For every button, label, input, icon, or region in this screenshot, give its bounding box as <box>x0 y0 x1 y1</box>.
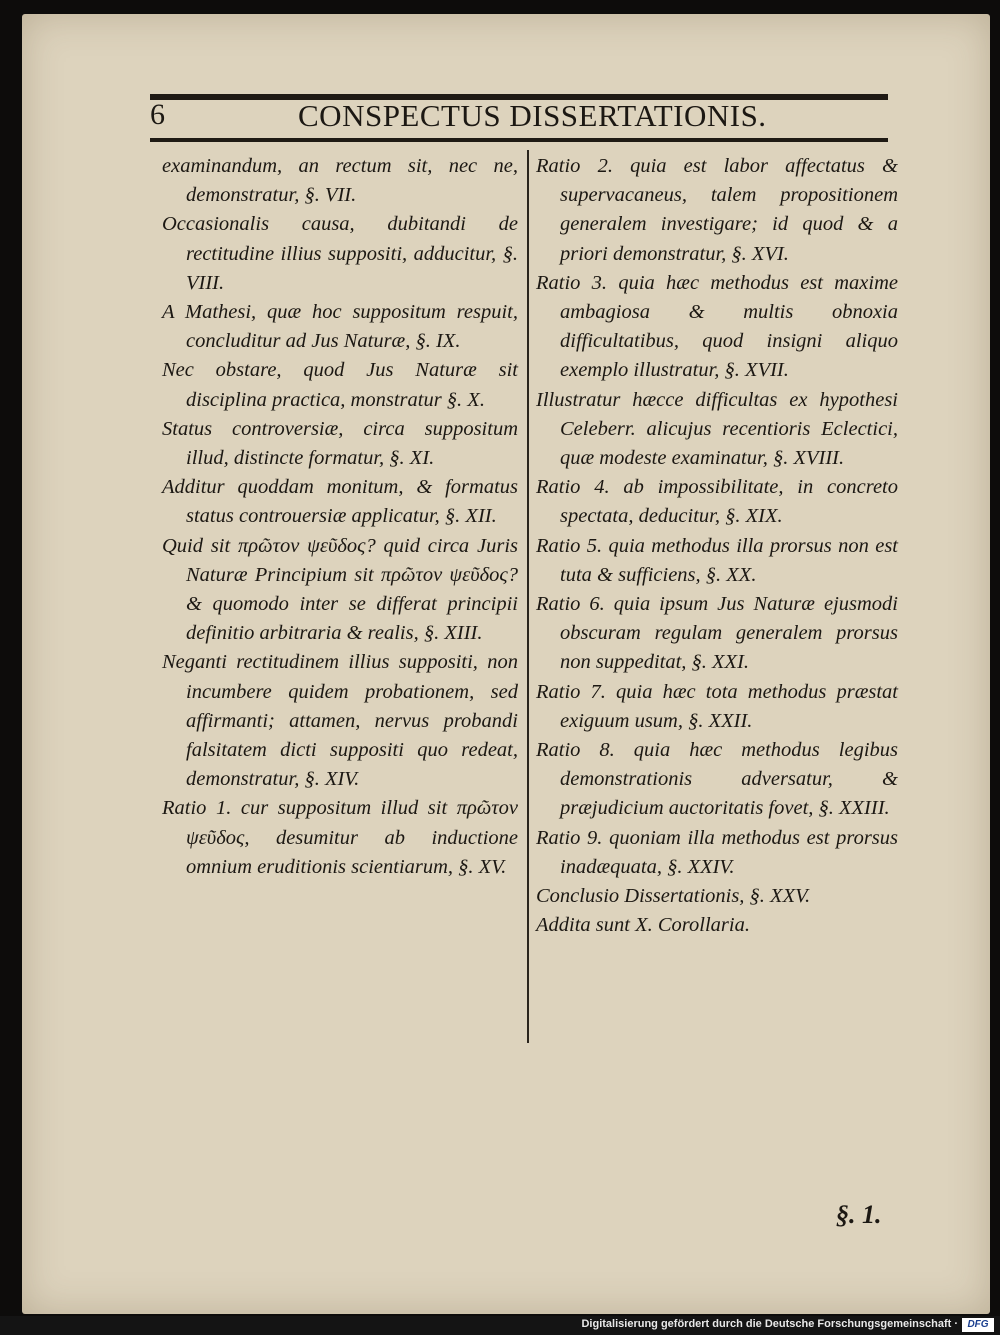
toc-entry: Ratio 5. quia methodus illa prorsus non est tuta & sufficiens, §. XX. <box>536 534 898 586</box>
toc-entry: A Mathesi, quæ hoc suppositum respuit, concluditur ad Jus Naturæ, §. IX. <box>162 301 518 353</box>
toc-entry: Status controversiæ, circa suppositum illud, distincte formatur, §. XI. <box>162 417 518 470</box>
toc-entry: Ratio 8. quia hæc methodus legibus demonstrationis adversatur, & præjudicium auctoritatis fovet, §. XXIII. <box>536 739 898 820</box>
toc-entry: Neganti rectitudinem illius suppositi, non incumbere quidem probationem, sed affirmanti; attamen, nervus probandi falsitatem dicti suppositi quo redeat, demonstratur, §. XIV. <box>162 651 518 791</box>
toc-entry: Ratio 7. quia hæc tota methodus præstat exiguum usum, §. XXII. <box>536 680 898 732</box>
dfg-logo: DFG <box>962 1318 994 1332</box>
toc-entry: Ratio 4. ab impossibilitate, in concreto spectata, deducitur, §. XIX. <box>536 476 898 528</box>
left-column <box>162 152 518 882</box>
toc-entry: Ratio 3. quia hæc methodus est maxime ambagiosa & multis obnoxia difficultatibus, quod insigni aliquo exemplo illustratur, §. XVII. <box>536 271 898 382</box>
toc-entry: Ratio 9. quoniam illa methodus est prorsus inadæquata, §. XXIV. <box>536 826 898 878</box>
toc-entry: examinandum, an rectum sit, nec ne, demonstratur, §. VII. <box>162 155 518 207</box>
toc-entry: Ratio 1. cur suppositum illud sit πρῶτον ψεῦδος, desumitur ab inductione omnium eruditionis scientiarum, §. XV. <box>162 797 518 878</box>
running-head-title: CONSPECTUS DISSERTATIONIS. <box>298 98 767 133</box>
toc-entry: Conclusio Dissertationis, §. XXV. <box>536 885 811 908</box>
toc-entry: Nec obstare, quod Jus Naturæ sit disciplina practica, monstratur §. X. <box>162 359 518 411</box>
toc-entry: Ratio 6. quia ipsum Jus Naturæ ejusmodi obscuram regulam generalem prorsus non suppeditat, §. XXI. <box>536 593 898 674</box>
toc-entry: Occasionalis causa, dubitandi de rectitudine illius suppositi, adducitur, §. VIII. <box>162 213 518 294</box>
digitization-credit: Digitalisierung gefördert durch die Deutsche Forschungsgemeinschaft · <box>581 1318 958 1330</box>
header-rule-bottom <box>150 138 888 142</box>
catchword: §. 1. <box>836 1200 882 1229</box>
toc-entry: Addita sunt X. Corollaria. <box>536 914 750 937</box>
toc-entry: Ratio 2. quia est labor affectatus & supervacaneus, talem propositionem generalem investigare; id quod & a priori demonstratur, §. XVI. <box>536 155 898 265</box>
page-number: 6 <box>150 98 165 131</box>
right-column <box>536 152 898 940</box>
toc-entry: Additur quoddam monitum, & formatus status controuersiæ applicatur, §. XII. <box>162 476 518 528</box>
toc-entry: Illustratur hæcce difficultas ex hypothesi Celeberr. alicujus recentioris Eclectici, quæ modeste examinatur, §. XVIII. <box>536 388 898 470</box>
column-divider <box>527 150 529 1043</box>
toc-entry: Quid sit πρῶτον ψεῦδος? quid circa Juris Naturæ Principium sit πρῶτον ψεῦδος? & quomodo inter se differat principii definitio arbitraria & realis, §. XIII. <box>162 534 518 645</box>
